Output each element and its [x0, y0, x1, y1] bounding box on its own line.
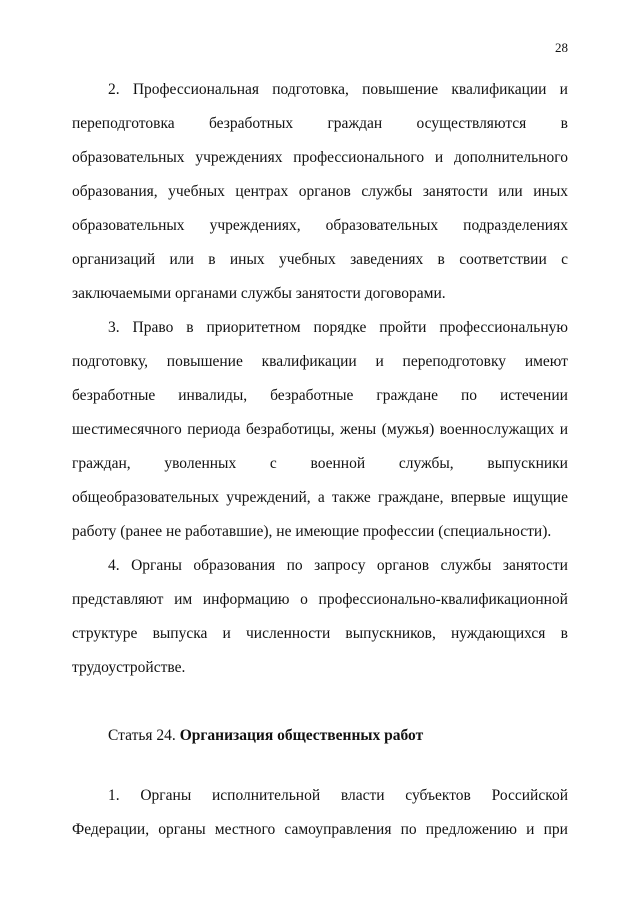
- word: Органы: [131, 557, 182, 574]
- word: власти: [340, 787, 385, 804]
- word: 1.: [108, 787, 120, 804]
- text-line: работу (ранее не работавшие), не имеющие профессии (специальности).: [72, 523, 552, 540]
- word: иных: [229, 251, 265, 268]
- article-heading: [108, 726, 568, 746]
- text-line: [72, 624, 568, 644]
- word: учреждениях,: [209, 217, 301, 234]
- word: в: [560, 625, 568, 642]
- article-title: Организация общественных работ: [179, 727, 424, 744]
- word: периода: [187, 421, 241, 438]
- word: Российской: [491, 787, 568, 804]
- word: структуре: [72, 625, 138, 642]
- word: нуждающихся: [451, 625, 546, 642]
- word: Профессиональная: [132, 81, 260, 98]
- word: или: [498, 183, 523, 200]
- word: военнослужащих: [439, 421, 555, 438]
- word: повышение: [166, 353, 243, 370]
- word: занятости: [422, 183, 488, 200]
- word: информацию: [202, 591, 290, 608]
- text-line: [72, 148, 568, 168]
- word: выпускников,: [345, 625, 436, 642]
- word: приоритетном: [206, 319, 301, 336]
- word: организаций: [72, 251, 156, 268]
- word: 4.: [108, 557, 120, 574]
- word: соответствии: [459, 251, 547, 268]
- word: занятости: [502, 557, 568, 574]
- word: ищущие: [512, 489, 568, 506]
- word: шестимесячного: [72, 421, 182, 438]
- article-prefix: Статья 24.: [108, 727, 176, 744]
- word: Право: [132, 319, 174, 336]
- text-line: [72, 454, 568, 474]
- word: исполнительной: [211, 787, 321, 804]
- word: и: [222, 625, 231, 642]
- word: численности: [245, 625, 331, 642]
- word: заведениях: [350, 251, 424, 268]
- text-line: [72, 250, 568, 270]
- word: уволенных: [164, 455, 237, 472]
- text-line: [108, 556, 568, 576]
- word: жены: [340, 421, 377, 438]
- word: учреждений,: [226, 489, 311, 506]
- word: представляют: [72, 591, 164, 608]
- word: в: [186, 319, 194, 336]
- word: граждан,: [72, 455, 131, 472]
- word: а: [317, 489, 325, 506]
- word: 3.: [108, 319, 120, 336]
- word: образования,: [72, 183, 158, 200]
- text-line: [72, 114, 568, 134]
- word: Федерации,: [72, 821, 150, 838]
- word: граждан: [327, 115, 383, 132]
- word: квалификации: [261, 353, 357, 370]
- word: органов: [298, 183, 351, 200]
- word: или: [169, 251, 194, 268]
- word: переподготовка: [72, 115, 175, 132]
- word: подготовка,: [272, 81, 349, 98]
- text-line: [72, 488, 568, 508]
- word: с: [269, 455, 277, 472]
- word: и: [559, 81, 568, 98]
- word: и: [375, 353, 384, 370]
- text-line: [72, 420, 568, 440]
- word: подготовку,: [72, 353, 149, 370]
- word: с: [561, 251, 568, 268]
- text-line: [72, 386, 568, 406]
- word: иных: [533, 183, 568, 200]
- word: учреждениях: [195, 149, 283, 166]
- word: и: [559, 421, 568, 438]
- word: и: [434, 149, 444, 166]
- word: 2.: [108, 81, 120, 98]
- word: Органы: [140, 787, 192, 804]
- word: в: [437, 251, 445, 268]
- word: образовательных: [325, 217, 439, 234]
- word: о: [300, 591, 308, 608]
- word: органы: [158, 821, 206, 838]
- word: осуществляются: [416, 115, 527, 132]
- text-line: [72, 216, 568, 236]
- word: выпускники: [487, 455, 568, 472]
- word: образовательных: [72, 149, 185, 166]
- word: службы: [440, 557, 492, 574]
- word: квалификации: [451, 81, 547, 98]
- word: впервые: [450, 489, 506, 506]
- word: безработные: [72, 387, 156, 404]
- word: безработные: [270, 387, 354, 404]
- word: и: [526, 821, 535, 838]
- text-line: трудоустройстве.: [72, 659, 186, 676]
- text-line: [108, 318, 568, 338]
- word: безработицы,: [246, 421, 335, 438]
- word: военной: [310, 455, 366, 472]
- word: местного: [214, 821, 276, 838]
- word: органов: [376, 557, 430, 574]
- word: подразделениях: [463, 217, 568, 234]
- word: инвалиды,: [178, 387, 248, 404]
- word: граждане,: [378, 489, 444, 506]
- word: переподготовку: [402, 353, 507, 370]
- word: образовательных: [72, 217, 185, 234]
- word: пройти: [379, 319, 427, 336]
- word: повышение: [362, 81, 439, 98]
- word: самоуправления: [284, 821, 392, 838]
- word: субъектов: [405, 787, 471, 804]
- word: общеобразовательных: [72, 489, 220, 506]
- word: службы: [361, 183, 413, 200]
- word: также: [332, 489, 371, 506]
- word: по: [400, 821, 417, 838]
- word: образования: [193, 557, 276, 574]
- word: службы,: [398, 455, 454, 472]
- word: истечении: [499, 387, 568, 404]
- word: по: [286, 557, 303, 574]
- text-line: [72, 182, 568, 202]
- word: профессионального: [293, 149, 425, 166]
- word: по: [460, 387, 477, 404]
- word: запросу: [314, 557, 366, 574]
- word: при: [543, 821, 568, 838]
- word: предложению: [425, 821, 518, 838]
- word: профессиональную: [439, 319, 568, 336]
- text-line: [108, 80, 568, 100]
- word: дополнительного: [453, 149, 568, 166]
- word: порядке: [313, 319, 367, 336]
- text-line: [72, 590, 568, 610]
- word: учебных: [168, 183, 225, 200]
- word: им: [174, 591, 193, 608]
- text-line: [72, 820, 568, 840]
- word: профессионально-квалификационной: [318, 591, 568, 608]
- word: имеют: [524, 353, 568, 370]
- word: центрах: [235, 183, 289, 200]
- word: в: [208, 251, 216, 268]
- word: выпуска: [152, 625, 208, 642]
- word: в: [560, 115, 568, 132]
- text-line: заключаемыми органами службы занятости договорами.: [72, 285, 446, 302]
- word: учебных: [278, 251, 336, 268]
- word: граждане: [376, 387, 439, 404]
- text-line: [72, 352, 568, 372]
- word: (мужья): [381, 421, 435, 438]
- word: безработных: [208, 115, 294, 132]
- text-line: [108, 786, 568, 806]
- page-number: 28: [555, 40, 568, 55]
